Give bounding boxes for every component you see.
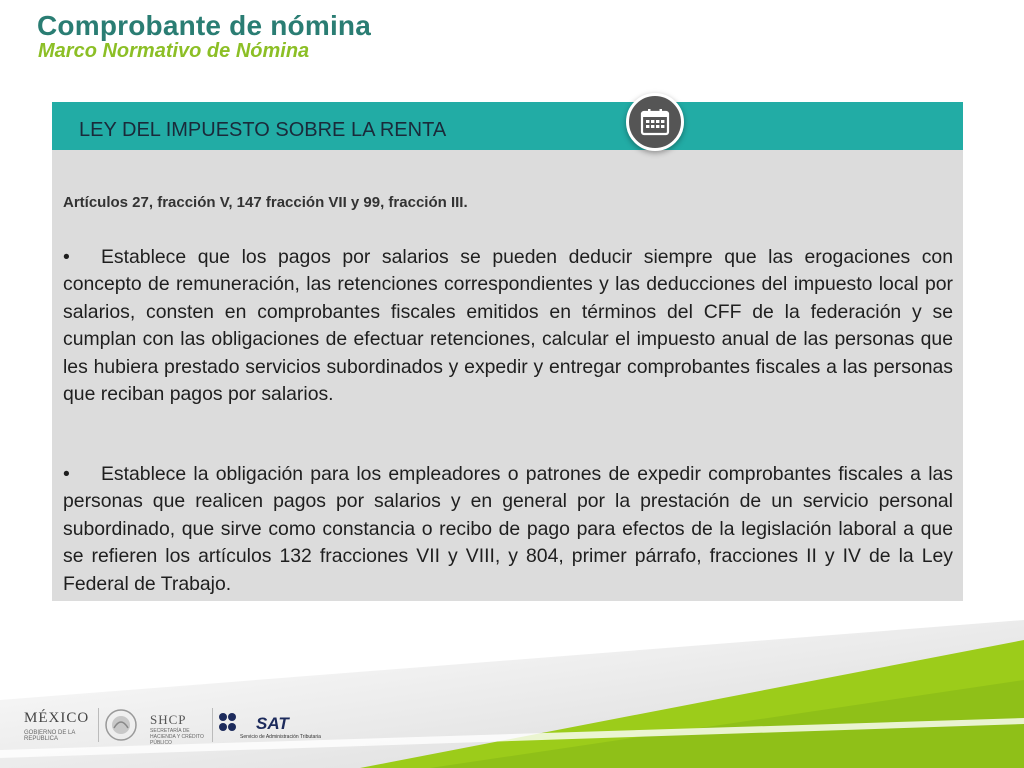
logo-divider [212,708,213,742]
bullet-paragraph [63,244,953,408]
shcp-logo-text: SHCP [150,712,187,727]
shcp-logo-subtext: SECRETARÍA DE HACIENDA Y CRÉDITO PÚBLICO [150,728,204,746]
bullet-marker: • [63,463,70,485]
articles-reference: Artículos 27, fracción V, 147 fracción VII y 99, fracción III. [63,194,468,211]
logo-divider [98,708,99,742]
mexico-logo-text: MÉXICO [24,710,90,726]
sat-logo-text: SAT [256,714,289,733]
bullet-text: Establece que los pagos por salarios se pueden deducir siempre que las erogaciones con concepto de remuneración, las retenciones correspondientes y las deducciones del impuesto local por salarios, consten en comprobantes fiscales emitidos en términos del CFF de la federación y se cumplan con las obligaciones de efectuar retenciones, calcular el impuesto anual de las personas que les hubiera prestado servicios subordinados y expedir y entregar comprobantes fiscales a las personas que reciban pagos por salarios. [63,246,953,406]
card-header-bar [52,102,963,150]
card-heading: LEY DEL IMPUESTO SOBRE LA RENTA [79,119,447,141]
content-card [52,102,963,601]
slide-title: Comprobante de nómina [37,10,371,41]
bullet-marker: • [63,246,70,268]
coat-of-arms-icon [104,706,138,744]
bullet-text: Establece la obligación para los empleadores o patrones de expedir comprobantes fiscales a las personas que realicen pagos por salarios y en general por la prestación de un servicio personal subordinado, que sirve como constancia o recibo de pago para efectos de la legislación laboral a que se refieren los artículos 132 fracciones VII y VIII, y 804, primer párrafo, fracciones II y IV de la Ley Federal de Trabajo. [63,463,953,595]
sat-logo-icon [218,712,252,734]
sat-logo-subtext: Servicio de Administración Tributaria [240,734,321,740]
slide-subtitle: Marco Normativo de Nómina [38,40,310,62]
bullet-paragraph [63,461,953,598]
calendar-icon [626,93,684,151]
footer-logos [20,704,340,748]
mexico-logo-subtext: GOBIERNO DE LA REPÚBLICA [24,730,76,742]
